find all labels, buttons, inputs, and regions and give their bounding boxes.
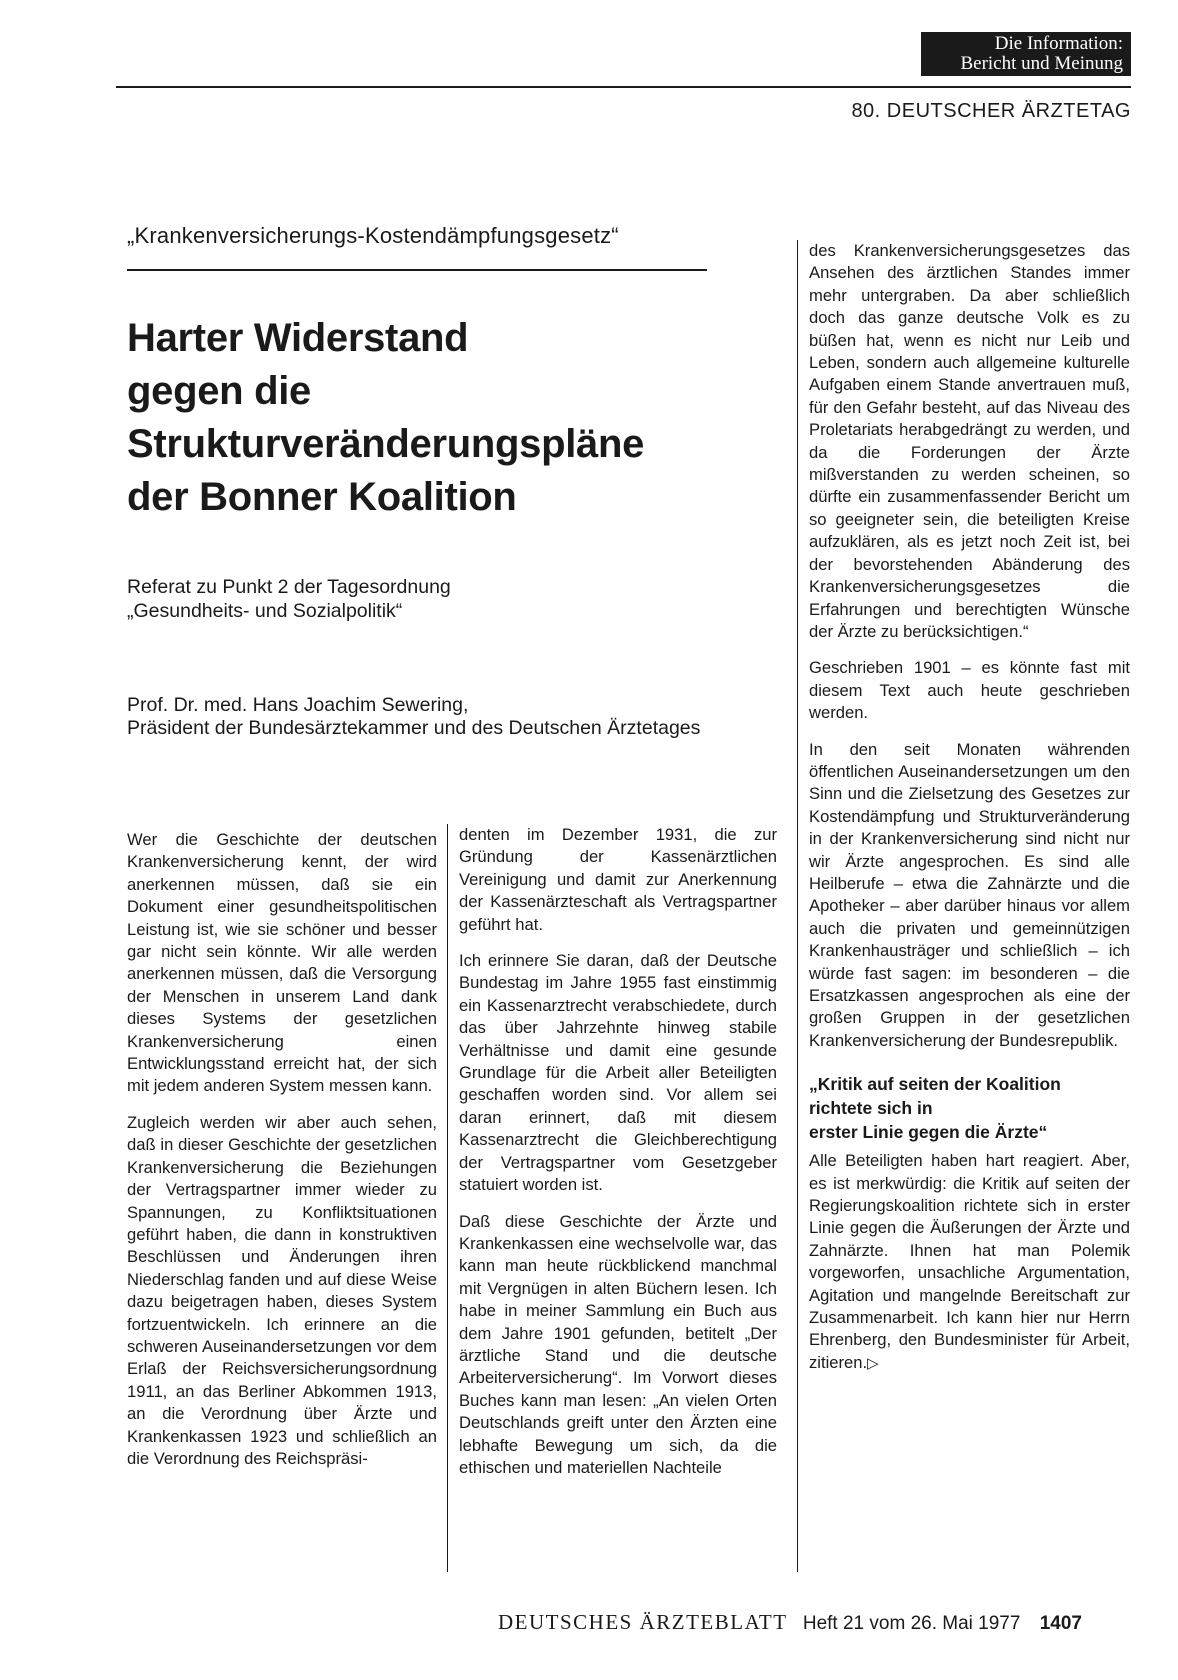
subheading-line: richtete sich in — [809, 1098, 933, 1119]
author-name: Prof. Dr. med. Hans Joachim Sewering, — [127, 694, 469, 716]
headline-line: Harter Widerstand — [127, 316, 469, 360]
paragraph: des Krankenversicherungsgesetzes das Ansehen des ärztlichen Standes immer mehr untergraben. Da aber schließlich doch das ganze deutsche Volk es zu büßen hat, wenn es nicht nur Leib und Leben, sondern auch allgemeine kulturelle Aufgaben einem Stande anvertrauen muß, für den Gefahr besteht, auf das Niveau des Proletariats herabgedrängt zu werden, und da die Forderungen der Ärzte mißverstanden zu werden scheinen, so dürfte ein zusammenfassender Bericht um so geeigneter sein, die beteiligten Kreise aufzuklären, als es jetzt noch Zeit ist, bei der bevorstehenden Abänderung des Krankenversicherungsgesetzes die Erfahrungen und berechtigten Wünsche der Ärzte zu berücksichtigen.“ — [809, 241, 1130, 641]
paragraph: denten im Dezember 1931, die zur Gründung der Kassenärztlichen Vereinigung und damit zur Anerkennung der Kassenärzteschaft als Vertragspartner geführt hat. — [459, 825, 777, 934]
article-headline — [127, 312, 767, 524]
section-label: 80. DEUTSCHER ÄRZTETAG — [851, 100, 1131, 122]
article-kicker: „Krankenversicherungs-Kostendämpfungsgesetz“ — [127, 223, 619, 248]
header-rule — [116, 86, 1131, 88]
column-divider — [797, 240, 798, 1572]
paragraph: Wer die Geschichte der deutschen Krankenversicherung kennt, der wird anerkennen müssen, daß sie ein Dokument einer gesundheitspolitischen Leistung ist, wie sie schöner und besser gar nicht sein könnte. Wir alle werden anerkennen müssen, daß die Versorgung der Menschen in unserem Land dank dieses Systems der gesetzlichen Krankenversicherung einen Entwicklungsstand erreicht hat, der sich mit jedem anderen System messen kann. — [127, 830, 437, 1096]
paragraph: Zugleich werden wir aber auch sehen, daß in dieser Geschichte der gesetzlichen Krankenversicherung die Beziehungen der Vertragspartner immer wieder zu Spannungen, zu Konfliktsituationen geführt haben, die dann in konstruktiven Beschlüssen und Änderungen ihren Niederschlag fanden und auf diese Weise dazu beigetragen haben, dieses System fortzuentwickeln. Ich erinnere an die schweren Auseinandersetzungen vor dem Erlaß der Reichsversicherungsordnung 1911, an das Berliner Abkommen 1913, an die Verordnung über Ärzte und Krankenkassen 1923 und schließlich an die Verordnung des Reichspräsi- — [127, 1112, 437, 1468]
page-footer — [498, 1610, 1082, 1635]
subtitle-line: Referat zu Punkt 2 der Tagesordnung — [127, 576, 451, 598]
paragraph: In den seit Monaten währenden öffentlichen Auseinandersetzungen um den Sinn und die Zielsetzung des Gesetzes zur Kostendämpfung und Strukturveränderung in der Krankenversicherung sind nicht nur wir Ärzte angesprochen. Es sind alle Heilberufe – etwa die Zahnärzte und die Apotheker – aber darüber hinaus vor allem auch die privaten und gemeinnützigen Krankenhausträger und schließlich – ich würde fast sagen: im besonderen – die Ersatzkassen angesprochen als eine der großen Gruppen in der gesetzlichen Krankenversicherung der Bundesrepublik. — [809, 739, 1130, 1050]
badge-line-1: Die Information: — [994, 33, 1123, 54]
paragraph: Ich erinnere Sie daran, daß der Deutsche Bundestag im Jahre 1955 fast einstimmig ein Kassenarztrecht verabschiedete, durch das über Jahrzehnte hinweg stabile Verhältnisse und damit eine gesunde Grundlage für die Arbeit aller Beteiligten geschaffen worden sind. Vor allem sei daran erinnert, daß mit diesem Kassenarztrecht die Gleichberechtigung der Vertragspartner vom Gesetzgeber statuiert worden ist. — [459, 951, 777, 1195]
kicker-rule — [127, 269, 707, 271]
subheading-line: „Kritik auf seiten der Koalition — [809, 1074, 1061, 1095]
paragraph: Geschrieben 1901 – es könnte fast mit diesem Text auch heute geschrieben werden. — [809, 658, 1130, 723]
paragraph-text: Alle Beteiligten haben hart reagiert. Aber, es ist merkwürdig: die Kritik auf seiten der Regierungskoalition richtete sich in erster Linie gegen die Äußerungen der Ärzte und Zahnärzte. Ihnen hat man Polemik vorgeworfen, unsachliche Argumentation, Agitation und mangelnde Bereitschaft zur Zusammenarbeit. Ich kann hier nur Herrn Ehrenberg, den Bundesminister für Arbeit, zitieren. — [809, 1151, 1130, 1372]
article-subtitle — [127, 575, 451, 623]
subheading-line: erster Linie gegen die Ärzte“ — [809, 1122, 1048, 1143]
paragraph: Daß diese Geschichte der Ärzte und Krankenkassen eine wechselvolle war, das kann man heute rückblickend manchmal mit Vergnügen in alten Büchern lesen. Ich habe in meiner Sammlung ein Buch aus dem Jahre 1901 gefunden, betitelt „Der ärztliche Stand und die deutsche Arbeiterversicherung“. Im Vorwort dieses Buches kann man lesen: „An vielen Orten Deutschlands greift unter den Ärzten eine lebhafte Bewegung um sich, da die ethischen und materiellen Nachteile — [459, 1211, 777, 1477]
article-subheading — [809, 1072, 1130, 1144]
text-column-2 — [459, 824, 777, 1479]
headline-line: Strukturveränderungspläne — [127, 422, 645, 466]
headline-line: gegen die — [127, 369, 311, 413]
section-badge — [921, 32, 1131, 76]
continue-arrow-icon: ▷ — [867, 1354, 879, 1372]
column-divider — [447, 824, 448, 1572]
article-author — [127, 694, 700, 740]
subtitle-line: „Gesundheits- und Sozialpolitik“ — [127, 600, 403, 622]
text-column-1 — [127, 829, 437, 1470]
issue-info: Heft 21 vom 26. Mai 1977 — [802, 1613, 1021, 1634]
paragraph — [809, 1150, 1130, 1375]
headline-line: der Bonner Koalition — [127, 475, 517, 519]
text-column-3 — [809, 240, 1130, 1375]
page-number: 1407 — [1039, 1613, 1082, 1634]
author-title: Präsident der Bundesärztekammer und des Deutschen Ärztetages — [127, 717, 701, 739]
magazine-name: DEUTSCHES ÄRZTEBLATT — [498, 1610, 788, 1634]
badge-line-2: Bericht und Meinung — [960, 53, 1123, 74]
